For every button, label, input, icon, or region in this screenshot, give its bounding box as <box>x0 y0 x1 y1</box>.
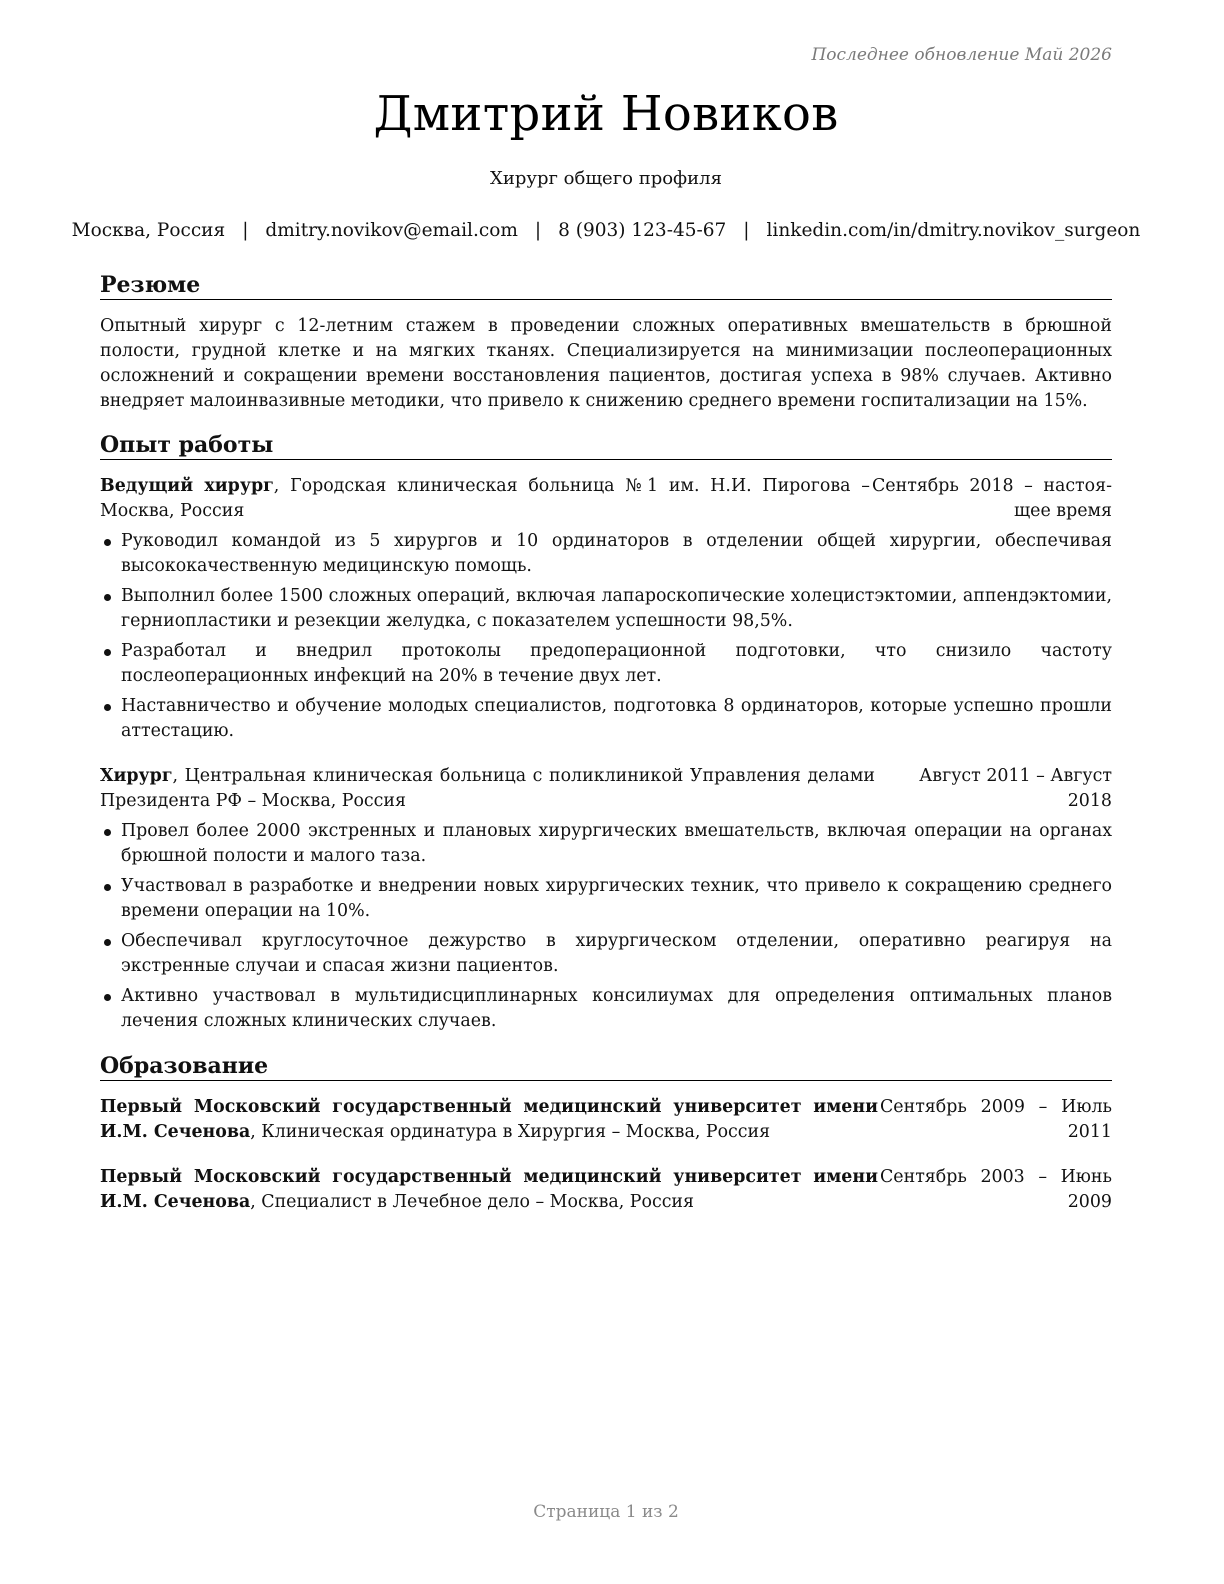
education-entry-header <box>100 1165 1112 1215</box>
list-item: Участвовал в разработке и внедрении новых хирургических техник, что привело к сокращению среднего времени операции на 10%. <box>100 874 1112 924</box>
education-dates-line1: Сентябрь 2009 – Июль <box>880 1097 1112 1117</box>
education-details: , Клиническая ординатура в Хирургия – Москва, Россия <box>250 1122 771 1142</box>
experience-heading: Опыт работы <box>100 432 1112 460</box>
experience-bullets <box>100 529 1112 744</box>
education-dates-line1: Сентябрь 2003 – Июнь <box>880 1167 1112 1187</box>
experience-dates-line2: щее время <box>1014 501 1112 521</box>
contact-phone[interactable]: 8 (903) 123-45-67 <box>558 220 727 241</box>
education-details: , Специалист в Лечебное дело – Москва, Россия <box>250 1192 694 1212</box>
list-item: Наставничество и обучение молодых специалистов, подготовка 8 ординаторов, которые успешно прошли аттестацию. <box>100 694 1112 744</box>
education-institution: Первый Московский государственный медицинский университет имени И.М. Сеченова <box>100 1097 878 1142</box>
education-entry <box>100 1165 1112 1215</box>
contact-line <box>71 220 1141 241</box>
list-item: Активно участвовал в мультидисциплинарных консилиумах для определения оптимальных планов лечения сложных клинических случаев. <box>100 984 1112 1034</box>
contact-separator: | <box>534 220 542 241</box>
experience-role: Ведущий хирург <box>100 476 274 496</box>
summary-text: Опытный хирург с 12-летним стажем в проведении сложных оперативных вмешательств в брюшной полости, грудной клетке и на мягких тканях. Специализируется на минимизации послеоперационных осложнений и сокращении времени восстановления пациентов, достигая успеха в 98% случаев. Активно внедряет малоинвазивные методики, что привело к снижению среднего времени госпитализации на 15%. <box>100 316 1112 411</box>
experience-entry-header <box>100 474 1112 524</box>
summary-heading: Резюме <box>100 272 1112 300</box>
experience-dates <box>872 474 1112 524</box>
experience-org: , Городская клиническая больница №1 им. Н.И. Пирогова – Москва, Россия <box>100 476 870 521</box>
experience-org: , Центральная клиническая больница с поликлиникой Управления делами Президента РФ – Москва, Россия <box>100 766 875 811</box>
education-dates <box>880 1095 1112 1145</box>
list-item: Провел более 2000 экстренных и плановых хирургических вмешательств, включая операции на органах брюшной полости и малого таза. <box>100 819 1112 869</box>
experience-entry <box>100 474 1112 744</box>
education-institution: Первый Московский государственный медицинский университет имени И.М. Сеченова <box>100 1167 878 1212</box>
summary-section <box>100 272 1112 414</box>
contact-separator: | <box>242 220 249 241</box>
education-entry-header <box>100 1095 1112 1145</box>
list-item: Разработал и внедрил протоколы предоперационной подготовки, что снизило частоту послеоперационных инфекций на 20% в течение двух лет. <box>100 639 1112 689</box>
experience-dates-line1: Сентябрь 2018 – настоя- <box>872 476 1112 496</box>
contact-separator: | <box>743 220 750 241</box>
experience-section <box>100 432 1112 1054</box>
education-heading: Образование <box>100 1053 1112 1081</box>
education-description <box>100 1165 878 1215</box>
experience-entry <box>100 764 1112 1034</box>
education-entry <box>100 1095 1112 1145</box>
resume-page <box>71 0 1141 1584</box>
experience-bullets <box>100 819 1112 1034</box>
education-description <box>100 1095 878 1145</box>
last-updated: Последнее обновление Май 2026 <box>811 45 1112 65</box>
experience-entry-header <box>100 764 1112 814</box>
list-item: Выполнил более 1500 сложных операций, включая лапароскопические холецистэктомии, аппендэктомии, герниопластики и резекции желудка, с показателем успешности 98,5%. <box>100 584 1112 634</box>
experience-position <box>100 474 870 524</box>
education-dates <box>880 1165 1112 1215</box>
job-title: Хирург общего профиля <box>490 168 722 189</box>
education-section <box>100 1053 1112 1235</box>
contact-linkedin[interactable]: linkedin.com/in/dmitry.novikov_surgeon <box>766 220 1141 241</box>
education-dates-line2: 2009 <box>1067 1192 1112 1212</box>
experience-dates-line1: Август 2011 – Август 2018 <box>919 766 1112 811</box>
contact-location: Москва, Россия <box>71 220 226 241</box>
list-item: Обеспечивал круглосуточное дежурство в хирургическом отделении, оперативно реагируя на экстренные случаи и спасая жизни пациентов. <box>100 929 1112 979</box>
contact-email[interactable]: dmitry.novikov@email.com <box>265 220 518 241</box>
experience-dates <box>877 764 1112 814</box>
list-item: Руководил командой из 5 хирургов и 10 ординаторов в отделении общей хирургии, обеспечивая высококачественную медицинскую помощь. <box>100 529 1112 579</box>
education-dates-line2: 2011 <box>1067 1122 1112 1142</box>
experience-role: Хирург <box>100 766 173 786</box>
page-number: Страница 1 из 2 <box>533 1502 679 1522</box>
experience-position <box>100 764 875 814</box>
candidate-name: Дмитрий Новиков <box>373 86 839 142</box>
